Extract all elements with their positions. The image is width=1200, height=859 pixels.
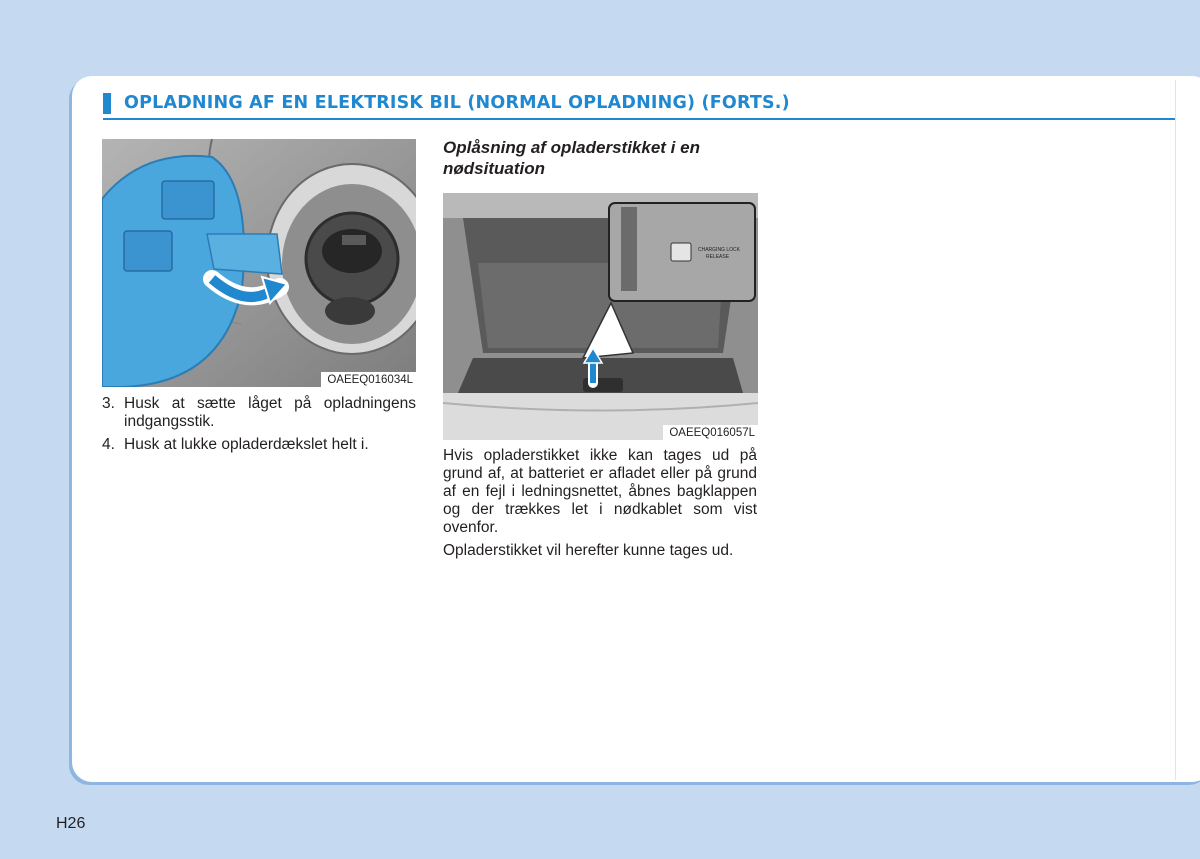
- charging-door-illustration: [102, 139, 416, 387]
- figure-code: OAEEQ016034L: [321, 372, 416, 387]
- trunk-illustration: [443, 193, 758, 440]
- paragraph: Hvis opladerstikket ikke kan tages ud på grund af, at batteriet er afladet eller på grund af en fejl i ledningsnettet, åbnes bagklappen og der trækkes let i nødkablet som vist ovenfor.: [443, 447, 757, 536]
- steps-list: [102, 395, 416, 459]
- step-number: 3.: [102, 395, 115, 412]
- section-header-title: OPLADNING AF EN ELEKTRISK BIL (NORMAL OPLADNING) (FORTS.): [124, 93, 790, 113]
- figure-code: OAEEQ016057L: [663, 425, 758, 440]
- list-item: [102, 436, 416, 454]
- step-text: Husk at lukke opladerdækslet helt i.: [124, 436, 369, 453]
- svg-text:RELEASE: RELEASE: [706, 254, 730, 260]
- list-item: [102, 395, 416, 431]
- step-number: 4.: [102, 436, 115, 453]
- section-body: [443, 447, 757, 565]
- charging-door-figure: [102, 139, 416, 387]
- right-margin-rule: [1175, 80, 1176, 780]
- page-number: H26: [56, 815, 86, 832]
- header-rule: [103, 118, 1175, 120]
- paragraph: Opladerstikket vil herefter kunne tages ud.: [443, 542, 734, 559]
- step-text: Husk at sætte låget på opladningens indgangsstik.: [124, 395, 416, 430]
- svg-text:CHARGING LOCK: CHARGING LOCK: [698, 247, 740, 253]
- trunk-figure: [443, 193, 758, 440]
- header-accent-bar: [103, 93, 111, 114]
- section-subheading: Oplåsning af opladerstikket i en nødsituation: [443, 138, 700, 178]
